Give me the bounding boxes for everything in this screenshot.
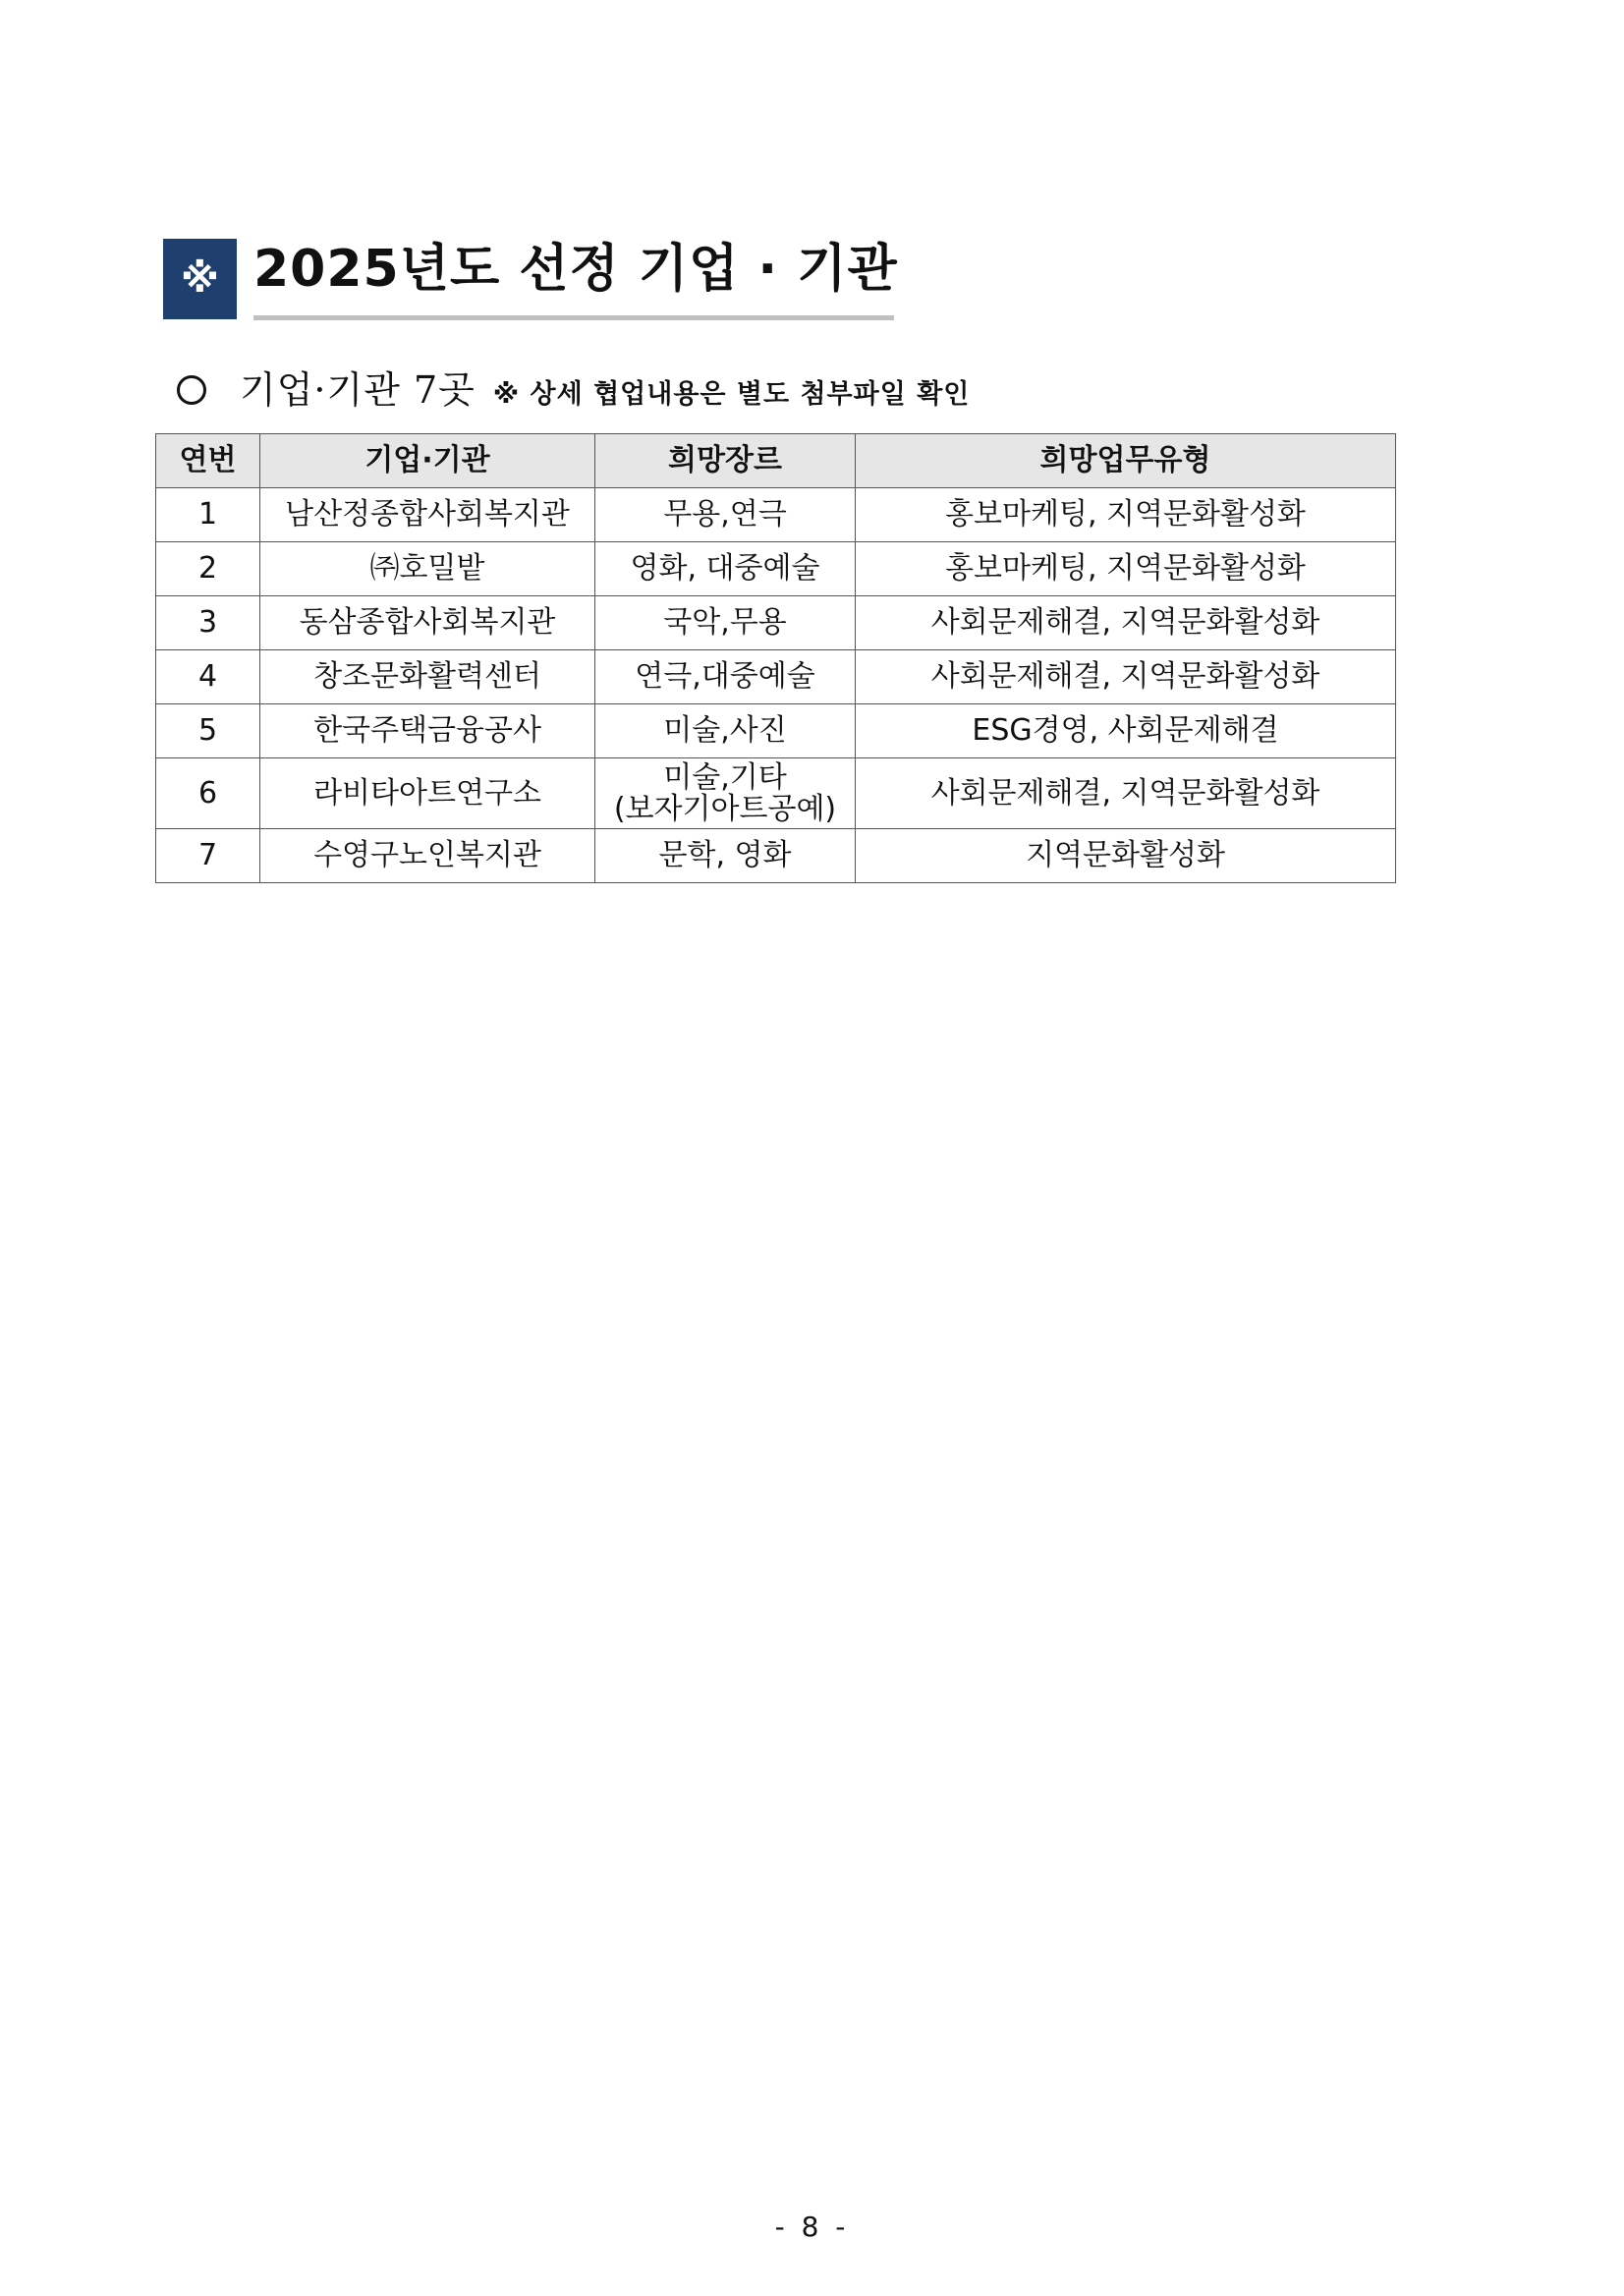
desired-genre <box>595 488 856 542</box>
desired-work-type: 사회문제해결, 지역문화활성화 <box>856 758 1396 829</box>
organization-name: 남산정종합사회복지관 <box>260 488 595 542</box>
desired-work-type: 지역문화활성화 <box>856 829 1396 883</box>
desired-genre <box>595 596 856 650</box>
table-row <box>156 758 1396 829</box>
desired-genre <box>595 829 856 883</box>
organization-name: 한국주택금융공사 <box>260 704 595 758</box>
reference-mark-icon: ※ <box>163 239 237 319</box>
genre-line: 미술,기타 <box>663 760 787 795</box>
genre-line: (보자기아트공예) <box>613 791 837 826</box>
table-row <box>156 829 1396 883</box>
page-title: 2025년도 선정 기업 · 기관 <box>253 240 898 299</box>
row-number: 6 <box>156 758 260 829</box>
subheading-note: ※ 상세 협업내용은 별도 첨부파일 확인 <box>492 379 971 410</box>
desired-work-type: 홍보마케팅, 지역문화활성화 <box>856 488 1396 542</box>
organization-name: 창조문화활력센터 <box>260 650 595 704</box>
genre-line: 영화, 대중예술 <box>630 551 820 587</box>
column-header-number: 연번 <box>156 434 260 488</box>
column-header-work-type: 희망업무유형 <box>856 434 1396 488</box>
row-number: 3 <box>156 596 260 650</box>
desired-genre <box>595 758 856 829</box>
row-number: 1 <box>156 488 260 542</box>
desired-work-type: 홍보마케팅, 지역문화활성화 <box>856 542 1396 596</box>
table-row <box>156 704 1396 758</box>
desired-genre <box>595 542 856 596</box>
genre-line: 미술,사진 <box>663 713 787 749</box>
table-row <box>156 596 1396 650</box>
page-number: - 8 - <box>774 2211 850 2243</box>
row-number: 7 <box>156 829 260 883</box>
organization-name: 동삼종합사회복지관 <box>260 596 595 650</box>
row-number: 4 <box>156 650 260 704</box>
desired-genre <box>595 704 856 758</box>
organization-name: 라비타아트연구소 <box>260 758 595 829</box>
column-header-organization: 기업·기관 <box>260 434 595 488</box>
subheading-text: 기업·기관 7곳 <box>240 368 476 412</box>
organization-name: 수영구노인복지관 <box>260 829 595 883</box>
table-row <box>156 650 1396 704</box>
section-subheading <box>177 360 970 414</box>
title-underline <box>253 315 894 320</box>
selected-organizations-table <box>155 433 1396 883</box>
desired-genre <box>595 650 856 704</box>
desired-work-type: 사회문제해결, 지역문화활성화 <box>856 596 1396 650</box>
table-header-row <box>156 434 1396 488</box>
circle-bullet-icon <box>177 375 206 405</box>
column-header-genre: 희망장르 <box>595 434 856 488</box>
genre-line: 국악,무용 <box>663 605 787 641</box>
table-row <box>156 488 1396 542</box>
genre-line: 무용,연극 <box>663 497 787 532</box>
desired-work-type: ESG경영, 사회문제해결 <box>856 704 1396 758</box>
genre-line: 연극,대중예술 <box>635 659 815 695</box>
desired-work-type: 사회문제해결, 지역문화활성화 <box>856 650 1396 704</box>
table-row <box>156 542 1396 596</box>
row-number: 2 <box>156 542 260 596</box>
genre-line: 문학, 영화 <box>658 838 792 873</box>
organization-name: ㈜호밀밭 <box>260 542 595 596</box>
row-number: 5 <box>156 704 260 758</box>
